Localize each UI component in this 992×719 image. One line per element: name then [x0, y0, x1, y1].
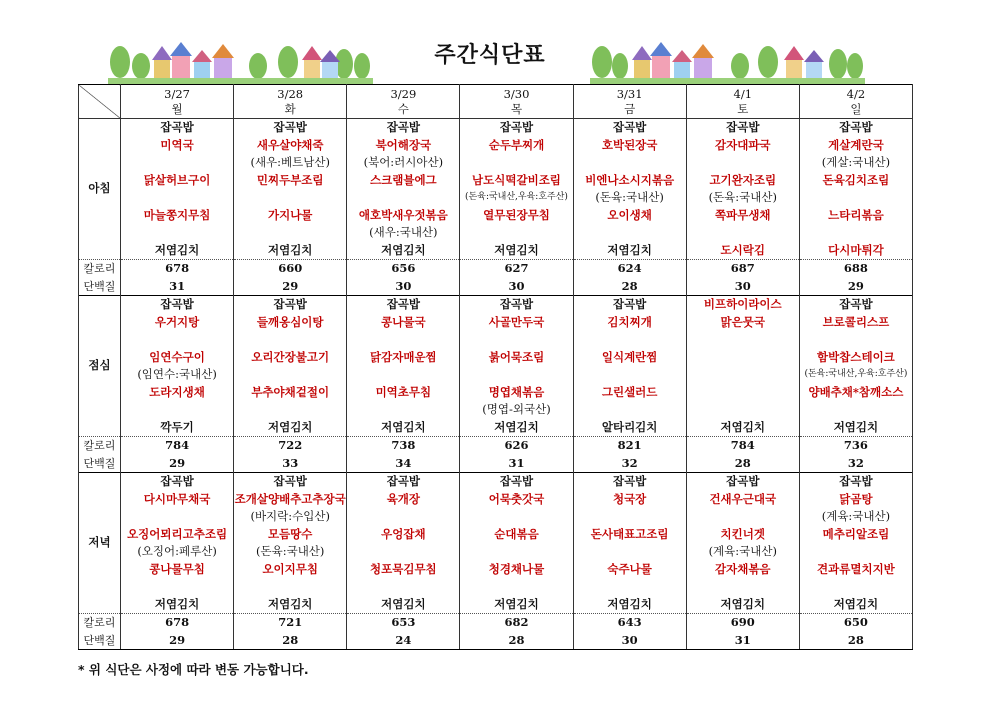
menu-item: 감자채볶음 — [715, 561, 771, 576]
menu-item — [121, 154, 233, 172]
menu-item: (오징어:페루산) — [137, 544, 217, 558]
calorie-label: 칼로리 — [79, 437, 121, 455]
menu-item: (명엽-외국산) — [482, 402, 551, 416]
protein-label: 단백질 — [79, 278, 121, 296]
menu-item — [121, 508, 233, 526]
menu-item — [347, 578, 459, 596]
menu-item: 양배추채*참깨소스 — [808, 384, 904, 399]
menu-item — [574, 224, 686, 242]
protein-value: 31 — [460, 455, 573, 473]
day-date: 3/28 — [277, 86, 304, 101]
day-date: 3/30 — [503, 86, 530, 101]
menu-item: 부추야채겉절이 — [251, 384, 330, 399]
meal-label: 저녁 — [79, 473, 121, 614]
menu-item: 잡곡밥 — [499, 297, 534, 311]
protein-value: 28 — [460, 632, 573, 650]
menu-item — [347, 189, 459, 207]
menu-item: 잡곡밥 — [386, 297, 421, 311]
menu-item: 잡곡밥 — [273, 297, 307, 311]
day-name: 토 — [737, 101, 749, 116]
menu-item: 잡곡밥 — [160, 297, 194, 311]
menu-item — [121, 189, 233, 207]
menu-item: 돈사태표고조림 — [590, 526, 669, 541]
day-name: 월 — [171, 101, 183, 116]
menu-cell — [686, 473, 799, 614]
calorie-value: 687 — [686, 260, 799, 278]
menu-item: 잡곡밥 — [499, 474, 534, 488]
menu-item: 저염김치 — [607, 596, 652, 611]
menu-item: 도시락김 — [720, 242, 765, 257]
day-header — [234, 85, 347, 119]
menu-item: 고기완자조림 — [709, 172, 777, 187]
menu-item: 저염김치 — [267, 242, 313, 257]
menu-item — [460, 154, 572, 172]
menu-item: 스크램블에그 — [370, 172, 437, 187]
menu-item: (새우:국내산) — [369, 225, 438, 239]
protein-value: 30 — [460, 278, 573, 296]
menu-item — [234, 366, 346, 384]
menu-item: 우거지탕 — [154, 314, 200, 329]
calorie-value: 821 — [573, 437, 686, 455]
weekly-menu-table — [78, 84, 913, 650]
menu-item: (바지락:수입산) — [250, 509, 330, 523]
menu-cell — [234, 119, 347, 260]
menu-item: 맑은뭇국 — [720, 314, 765, 329]
menu-item: 잡곡밥 — [612, 474, 647, 488]
menu-item: 미역초무침 — [375, 384, 432, 399]
menu-item: 잡곡밥 — [612, 297, 647, 311]
menu-item — [800, 331, 912, 349]
menu-item: (돈육:국내산) — [595, 190, 664, 204]
menu-cell — [573, 296, 686, 437]
meal-row — [79, 473, 913, 614]
protein-label: 단백질 — [79, 455, 121, 473]
protein-value: 24 — [347, 632, 460, 650]
menu-item: 저염김치 — [494, 242, 539, 257]
menu-item — [574, 401, 686, 419]
menu-item — [121, 331, 233, 349]
menu-item — [687, 401, 799, 419]
menu-item: 순두부찌개 — [488, 137, 545, 152]
protein-value: 28 — [686, 455, 799, 473]
menu-item: 청경채나물 — [488, 561, 545, 576]
menu-item: (돈육:국내산) — [708, 190, 777, 204]
menu-item — [121, 578, 233, 596]
menu-cell — [573, 473, 686, 614]
menu-item: 붉어묵조림 — [488, 349, 545, 364]
menu-item: 잡곡밥 — [612, 120, 647, 134]
menu-item — [460, 508, 572, 526]
menu-item: 함박찹스테이크 — [817, 349, 895, 364]
menu-item: 닭감자매운찜 — [370, 349, 437, 364]
menu-item: 비엔나소시지볶음 — [585, 172, 675, 187]
day-header — [460, 85, 573, 119]
calorie-label: 칼로리 — [79, 614, 121, 632]
day-name: 일 — [850, 101, 862, 116]
menu-item — [460, 224, 572, 242]
protein-value: 34 — [347, 455, 460, 473]
menu-item: 메추리알조림 — [822, 526, 890, 541]
protein-value: 29 — [121, 632, 234, 650]
calorie-value: 784 — [686, 437, 799, 455]
menu-item: 잡곡밥 — [160, 474, 194, 488]
menu-item: 애호박새우젓볶음 — [358, 207, 448, 222]
menu-item — [574, 578, 686, 596]
menu-cell — [686, 296, 799, 437]
day-date: 3/29 — [390, 86, 417, 101]
menu-cell — [347, 473, 460, 614]
menu-item: 그린샐러드 — [601, 384, 658, 399]
menu-cell — [573, 119, 686, 260]
calorie-value: 722 — [234, 437, 347, 455]
menu-item: 조개살양배추고추장국 — [234, 491, 346, 506]
menu-item: 저염김치 — [833, 596, 879, 611]
menu-cell — [799, 473, 912, 614]
protein-value: 28 — [573, 278, 686, 296]
menu-item — [800, 401, 912, 419]
day-date: 3/31 — [616, 86, 643, 101]
menu-item — [687, 154, 799, 172]
menu-item — [460, 366, 572, 384]
menu-item: (돈육:국내산) — [256, 544, 325, 558]
village-illustration-right — [590, 36, 865, 84]
calorie-value: 721 — [234, 614, 347, 632]
calorie-value: 653 — [347, 614, 460, 632]
menu-item — [234, 578, 346, 596]
menu-item: 저염김치 — [833, 419, 879, 434]
menu-cell — [460, 473, 573, 614]
protein-value: 30 — [347, 278, 460, 296]
menu-item: (계육:국내산) — [708, 544, 777, 558]
menu-item: 잡곡밥 — [273, 120, 307, 134]
day-header — [799, 85, 912, 119]
menu-item: 가지나물 — [267, 207, 313, 222]
menu-item — [460, 543, 572, 561]
menu-item: 게살계란국 — [828, 137, 884, 152]
protein-value: 28 — [799, 632, 912, 650]
menu-item — [347, 401, 459, 419]
calorie-value: 678 — [121, 614, 234, 632]
menu-item: 순대볶음 — [494, 526, 539, 541]
menu-item: 오이지무침 — [262, 561, 318, 576]
calorie-value: 688 — [799, 260, 912, 278]
menu-item: 저염김치 — [154, 242, 200, 257]
calorie-value: 626 — [460, 437, 573, 455]
menu-item: 잡곡밥 — [726, 120, 760, 134]
menu-item — [347, 331, 459, 349]
menu-item: (새우:베트남산) — [250, 155, 330, 169]
menu-item: 도라지생채 — [149, 384, 205, 399]
menu-item: 감자대파국 — [715, 137, 771, 152]
menu-item: 잡곡밥 — [839, 120, 873, 134]
menu-item — [347, 508, 459, 526]
day-header — [686, 85, 799, 119]
menu-item: 돈육김치조림 — [822, 172, 890, 187]
menu-item — [347, 366, 459, 384]
menu-item — [800, 578, 912, 596]
calorie-value: 656 — [347, 260, 460, 278]
calorie-value: 682 — [460, 614, 573, 632]
page-title: 주간식단표 — [434, 43, 546, 68]
menu-item: 사골만두국 — [488, 314, 545, 329]
menu-item: (돈육:국내산,우육:호주산) — [465, 192, 568, 202]
day-header — [573, 85, 686, 119]
menu-cell — [234, 296, 347, 437]
menu-item — [574, 508, 686, 526]
menu-item: 저염김치 — [720, 419, 765, 434]
menu-item — [687, 224, 799, 242]
menu-cell — [460, 119, 573, 260]
menu-item — [574, 543, 686, 561]
calorie-value: 643 — [573, 614, 686, 632]
protein-value: 28 — [234, 632, 347, 650]
menu-item: (계육:국내산) — [821, 509, 891, 523]
menu-item — [687, 578, 799, 596]
day-name: 목 — [510, 101, 523, 116]
menu-item: 명엽채볶음 — [488, 384, 545, 399]
day-header — [347, 85, 460, 119]
menu-item — [800, 189, 912, 207]
menu-cell — [799, 119, 912, 260]
menu-item: 치킨너겟 — [720, 526, 765, 541]
menu-item — [687, 384, 799, 402]
menu-item: 새우살야채죽 — [256, 137, 324, 152]
menu-item — [121, 224, 233, 242]
menu-item — [574, 154, 686, 172]
menu-item: 다시마튀각 — [828, 242, 884, 257]
header-row — [79, 85, 913, 119]
calorie-row — [79, 614, 913, 632]
menu-item: 마늘쫑지무침 — [143, 207, 211, 222]
menu-item: 저염김치 — [607, 242, 652, 257]
menu-item: 어묵춧갓국 — [488, 491, 545, 506]
calorie-value: 690 — [686, 614, 799, 632]
menu-item: 미역국 — [160, 137, 194, 152]
menu-item: 저염김치 — [381, 596, 426, 611]
menu-item: 임연수구이 — [149, 349, 205, 364]
menu-item: 알타리김치 — [601, 419, 658, 434]
menu-item — [234, 189, 346, 207]
menu-item — [574, 331, 686, 349]
menu-item: 김치찌개 — [607, 314, 652, 329]
menu-item — [121, 401, 233, 419]
meal-label: 점심 — [79, 296, 121, 437]
calorie-value: 784 — [121, 437, 234, 455]
protein-value: 32 — [799, 455, 912, 473]
menu-item: 쪽파무생채 — [715, 207, 771, 222]
menu-item — [574, 366, 686, 384]
day-date: 4/2 — [846, 86, 866, 101]
menu-item — [687, 331, 799, 349]
menu-item — [687, 349, 799, 367]
meal-row — [79, 119, 913, 260]
protein-row — [79, 278, 913, 296]
menu-item: 비프하이라이스 — [703, 297, 782, 311]
menu-item: 육개장 — [386, 491, 421, 506]
menu-cell — [347, 296, 460, 437]
menu-item — [800, 224, 912, 242]
menu-item — [687, 508, 799, 526]
header-corner — [79, 85, 121, 119]
menu-item: 저염김치 — [494, 419, 539, 434]
menu-item: 오이생채 — [607, 207, 652, 222]
calorie-value: 678 — [121, 260, 234, 278]
protein-value: 29 — [121, 455, 234, 473]
protein-row — [79, 632, 913, 650]
day-name: 화 — [284, 101, 296, 116]
menu-item: 들깨옹심이탕 — [256, 314, 324, 329]
protein-value: 31 — [686, 632, 799, 650]
menu-item: 잡곡밥 — [726, 474, 760, 488]
menu-item: 저염김치 — [381, 419, 426, 434]
menu-item: 저염김치 — [494, 596, 539, 611]
menu-item: 건새우근대국 — [709, 491, 777, 506]
menu-item: 잡곡밥 — [499, 120, 534, 134]
menu-item — [460, 578, 572, 596]
menu-item: 호박된장국 — [601, 137, 658, 152]
menu-item — [347, 543, 459, 561]
menu-item: 잡곡밥 — [273, 474, 307, 488]
protein-value: 29 — [234, 278, 347, 296]
menu-cell — [121, 296, 234, 437]
day-date: 3/27 — [164, 86, 190, 101]
menu-item: 청국장 — [612, 491, 647, 506]
protein-value: 29 — [799, 278, 912, 296]
calorie-value: 738 — [347, 437, 460, 455]
menu-cell — [460, 296, 573, 437]
day-name: 수 — [397, 101, 409, 116]
menu-item: 저염김치 — [267, 419, 313, 434]
calorie-label: 칼로리 — [79, 260, 121, 278]
menu-cell — [799, 296, 912, 437]
menu-item: (게살:국내산) — [821, 155, 891, 169]
day-name: 금 — [624, 101, 636, 116]
footnote: * 위 식단은 사정에 따라 변동 가능합니다. — [78, 662, 309, 677]
menu-item — [687, 366, 799, 384]
menu-item — [460, 331, 572, 349]
protein-value: 30 — [686, 278, 799, 296]
calorie-value: 660 — [234, 260, 347, 278]
calorie-value: 650 — [799, 614, 912, 632]
village-illustration-left — [108, 36, 373, 84]
menu-item: 닭살허브구이 — [143, 172, 211, 187]
menu-item — [800, 543, 912, 561]
protein-value: 33 — [234, 455, 347, 473]
menu-item: 콩나물국 — [381, 314, 426, 329]
menu-item: 견과류멸치지반 — [817, 561, 895, 576]
menu-item: (임연수:국내산) — [137, 367, 217, 381]
menu-cell — [121, 473, 234, 614]
menu-item: 모듬땅수 — [267, 526, 313, 541]
menu-item: 닭곰탕 — [839, 491, 873, 506]
menu-item: 저염김치 — [381, 242, 426, 257]
menu-item: 브로콜리스프 — [822, 314, 890, 329]
menu-cell — [121, 119, 234, 260]
menu-item: 저염김치 — [154, 596, 200, 611]
menu-item: 청포묵김무침 — [370, 561, 437, 576]
menu-item: 오리간장불고기 — [251, 349, 330, 364]
meal-row — [79, 296, 913, 437]
menu-item: 잡곡밥 — [839, 474, 873, 488]
meal-label: 아침 — [79, 119, 121, 260]
menu-item: 저염김치 — [267, 596, 313, 611]
menu-item — [234, 224, 346, 242]
menu-cell — [686, 119, 799, 260]
menu-item: 깍두기 — [160, 419, 194, 434]
calorie-row — [79, 437, 913, 455]
menu-item: 느타리볶음 — [828, 207, 884, 222]
protein-value: 32 — [573, 455, 686, 473]
calorie-value: 627 — [460, 260, 573, 278]
calorie-row — [79, 260, 913, 278]
menu-cell — [234, 473, 347, 614]
menu-item: 잡곡밥 — [386, 120, 421, 134]
menu-cell — [347, 119, 460, 260]
protein-row — [79, 455, 913, 473]
day-date: 4/1 — [733, 86, 753, 101]
menu-item: (북어:러시아산) — [363, 155, 444, 169]
menu-item: (돈육:국내산,우육:호주산) — [804, 369, 908, 379]
menu-item: 북어해장국 — [375, 137, 432, 152]
menu-item: 민찌두부조림 — [256, 172, 324, 187]
menu-item: 일식계란찜 — [601, 349, 658, 364]
menu-item: 콩나물무침 — [149, 561, 205, 576]
day-header — [121, 85, 234, 119]
menu-item: 잡곡밥 — [839, 297, 873, 311]
calorie-value: 736 — [799, 437, 912, 455]
menu-item: 다시마무채국 — [143, 491, 211, 506]
menu-item: 오징어뫼리고추조림 — [127, 526, 228, 541]
menu-item — [234, 331, 346, 349]
protein-label: 단백질 — [79, 632, 121, 650]
menu-item: 숙주나물 — [607, 561, 652, 576]
protein-value: 30 — [573, 632, 686, 650]
menu-item: 잡곡밥 — [160, 120, 194, 134]
menu-item — [234, 401, 346, 419]
menu-item: 열무된장무침 — [483, 207, 550, 222]
protein-value: 31 — [121, 278, 234, 296]
menu-item: 우엉잡채 — [381, 526, 426, 541]
menu-item: 저염김치 — [720, 596, 765, 611]
menu-item: 남도식떡갈비조림 — [472, 172, 561, 187]
calorie-value: 624 — [573, 260, 686, 278]
menu-item: 잡곡밥 — [386, 474, 421, 488]
